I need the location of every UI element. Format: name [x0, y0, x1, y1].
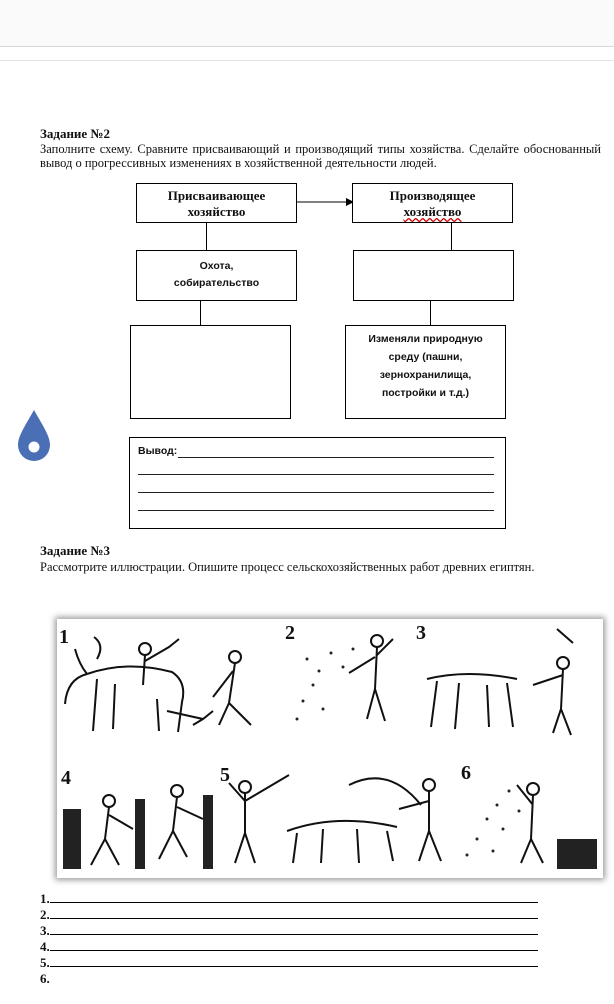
scheme-appropriating-line2: хозяйство	[187, 204, 246, 219]
answer-line[interactable]	[40, 971, 50, 987]
answer-number: 6.	[40, 971, 50, 986]
panel-number: 3	[416, 622, 426, 644]
conclusion-label: Вывод:	[138, 445, 178, 457]
answer-number: 3.	[40, 923, 50, 938]
top-toolbar	[0, 0, 614, 47]
connector	[430, 301, 431, 325]
scheme-nature-line2: среду (пашни,	[388, 351, 463, 363]
task3-instructions: Рассмотрите иллюстрации. Опишите процесс сельскохозяйственных работ древних египтян.	[40, 560, 535, 574]
connector	[206, 223, 207, 250]
scheme-box-hunting	[136, 250, 297, 301]
drop-icon[interactable]	[17, 408, 51, 462]
panel-number: 1	[59, 626, 69, 648]
answer-number: 2.	[40, 907, 50, 922]
conclusion-box[interactable]	[129, 437, 506, 529]
answer-number: 5.	[40, 955, 50, 970]
answer-number: 1.	[40, 891, 50, 906]
panel-number: 6	[461, 762, 471, 784]
connector	[451, 223, 452, 250]
scheme-box-empty-right[interactable]	[353, 250, 514, 301]
answer-line[interactable]	[40, 939, 538, 955]
task2-instructions: Заполните схему. Сравните присваивающий и производящий типы хозяйства. Сделайте обоснованный вывод о прогрессивных изменениях в хозяйственной деятельности людей.	[40, 142, 601, 170]
panel-number: 2	[285, 622, 295, 644]
answer-line[interactable]	[40, 907, 538, 923]
scheme-appropriating-line1: Присваивающее	[167, 188, 266, 203]
panel-number: 5	[220, 764, 230, 786]
scheme-box-producing	[352, 183, 513, 223]
answer-line[interactable]	[40, 955, 538, 971]
answer-number: 4.	[40, 939, 50, 954]
egypt-illustration	[57, 619, 603, 878]
scheme-box-empty-left[interactable]	[130, 325, 291, 419]
answer-line[interactable]	[40, 923, 538, 939]
panel-number: 4	[61, 767, 71, 789]
task2-heading: Задание №2	[40, 126, 111, 141]
answer-line[interactable]	[40, 891, 538, 907]
scheme-arrow	[297, 196, 355, 208]
scheme-producing-line1: Производящее	[389, 188, 476, 203]
scheme-nature-line3: зернохранилища,	[379, 369, 472, 381]
scheme-hunting-line2: собирательство	[173, 277, 260, 289]
scheme-box-nature-change	[345, 325, 506, 419]
scheme-box-appropriating	[136, 183, 297, 223]
scheme-nature-line1: Изменяли природную	[368, 333, 483, 345]
scheme-producing-line2: хозяйство	[403, 204, 462, 219]
top-divider	[0, 60, 614, 61]
scheme-nature-line4: постройки и т.д.)	[381, 387, 470, 399]
task3-heading: Задание №3	[40, 543, 111, 558]
connector	[200, 301, 201, 325]
egypt-illustration-art	[57, 619, 603, 878]
scheme-hunting-line1: Охота,	[199, 260, 234, 272]
